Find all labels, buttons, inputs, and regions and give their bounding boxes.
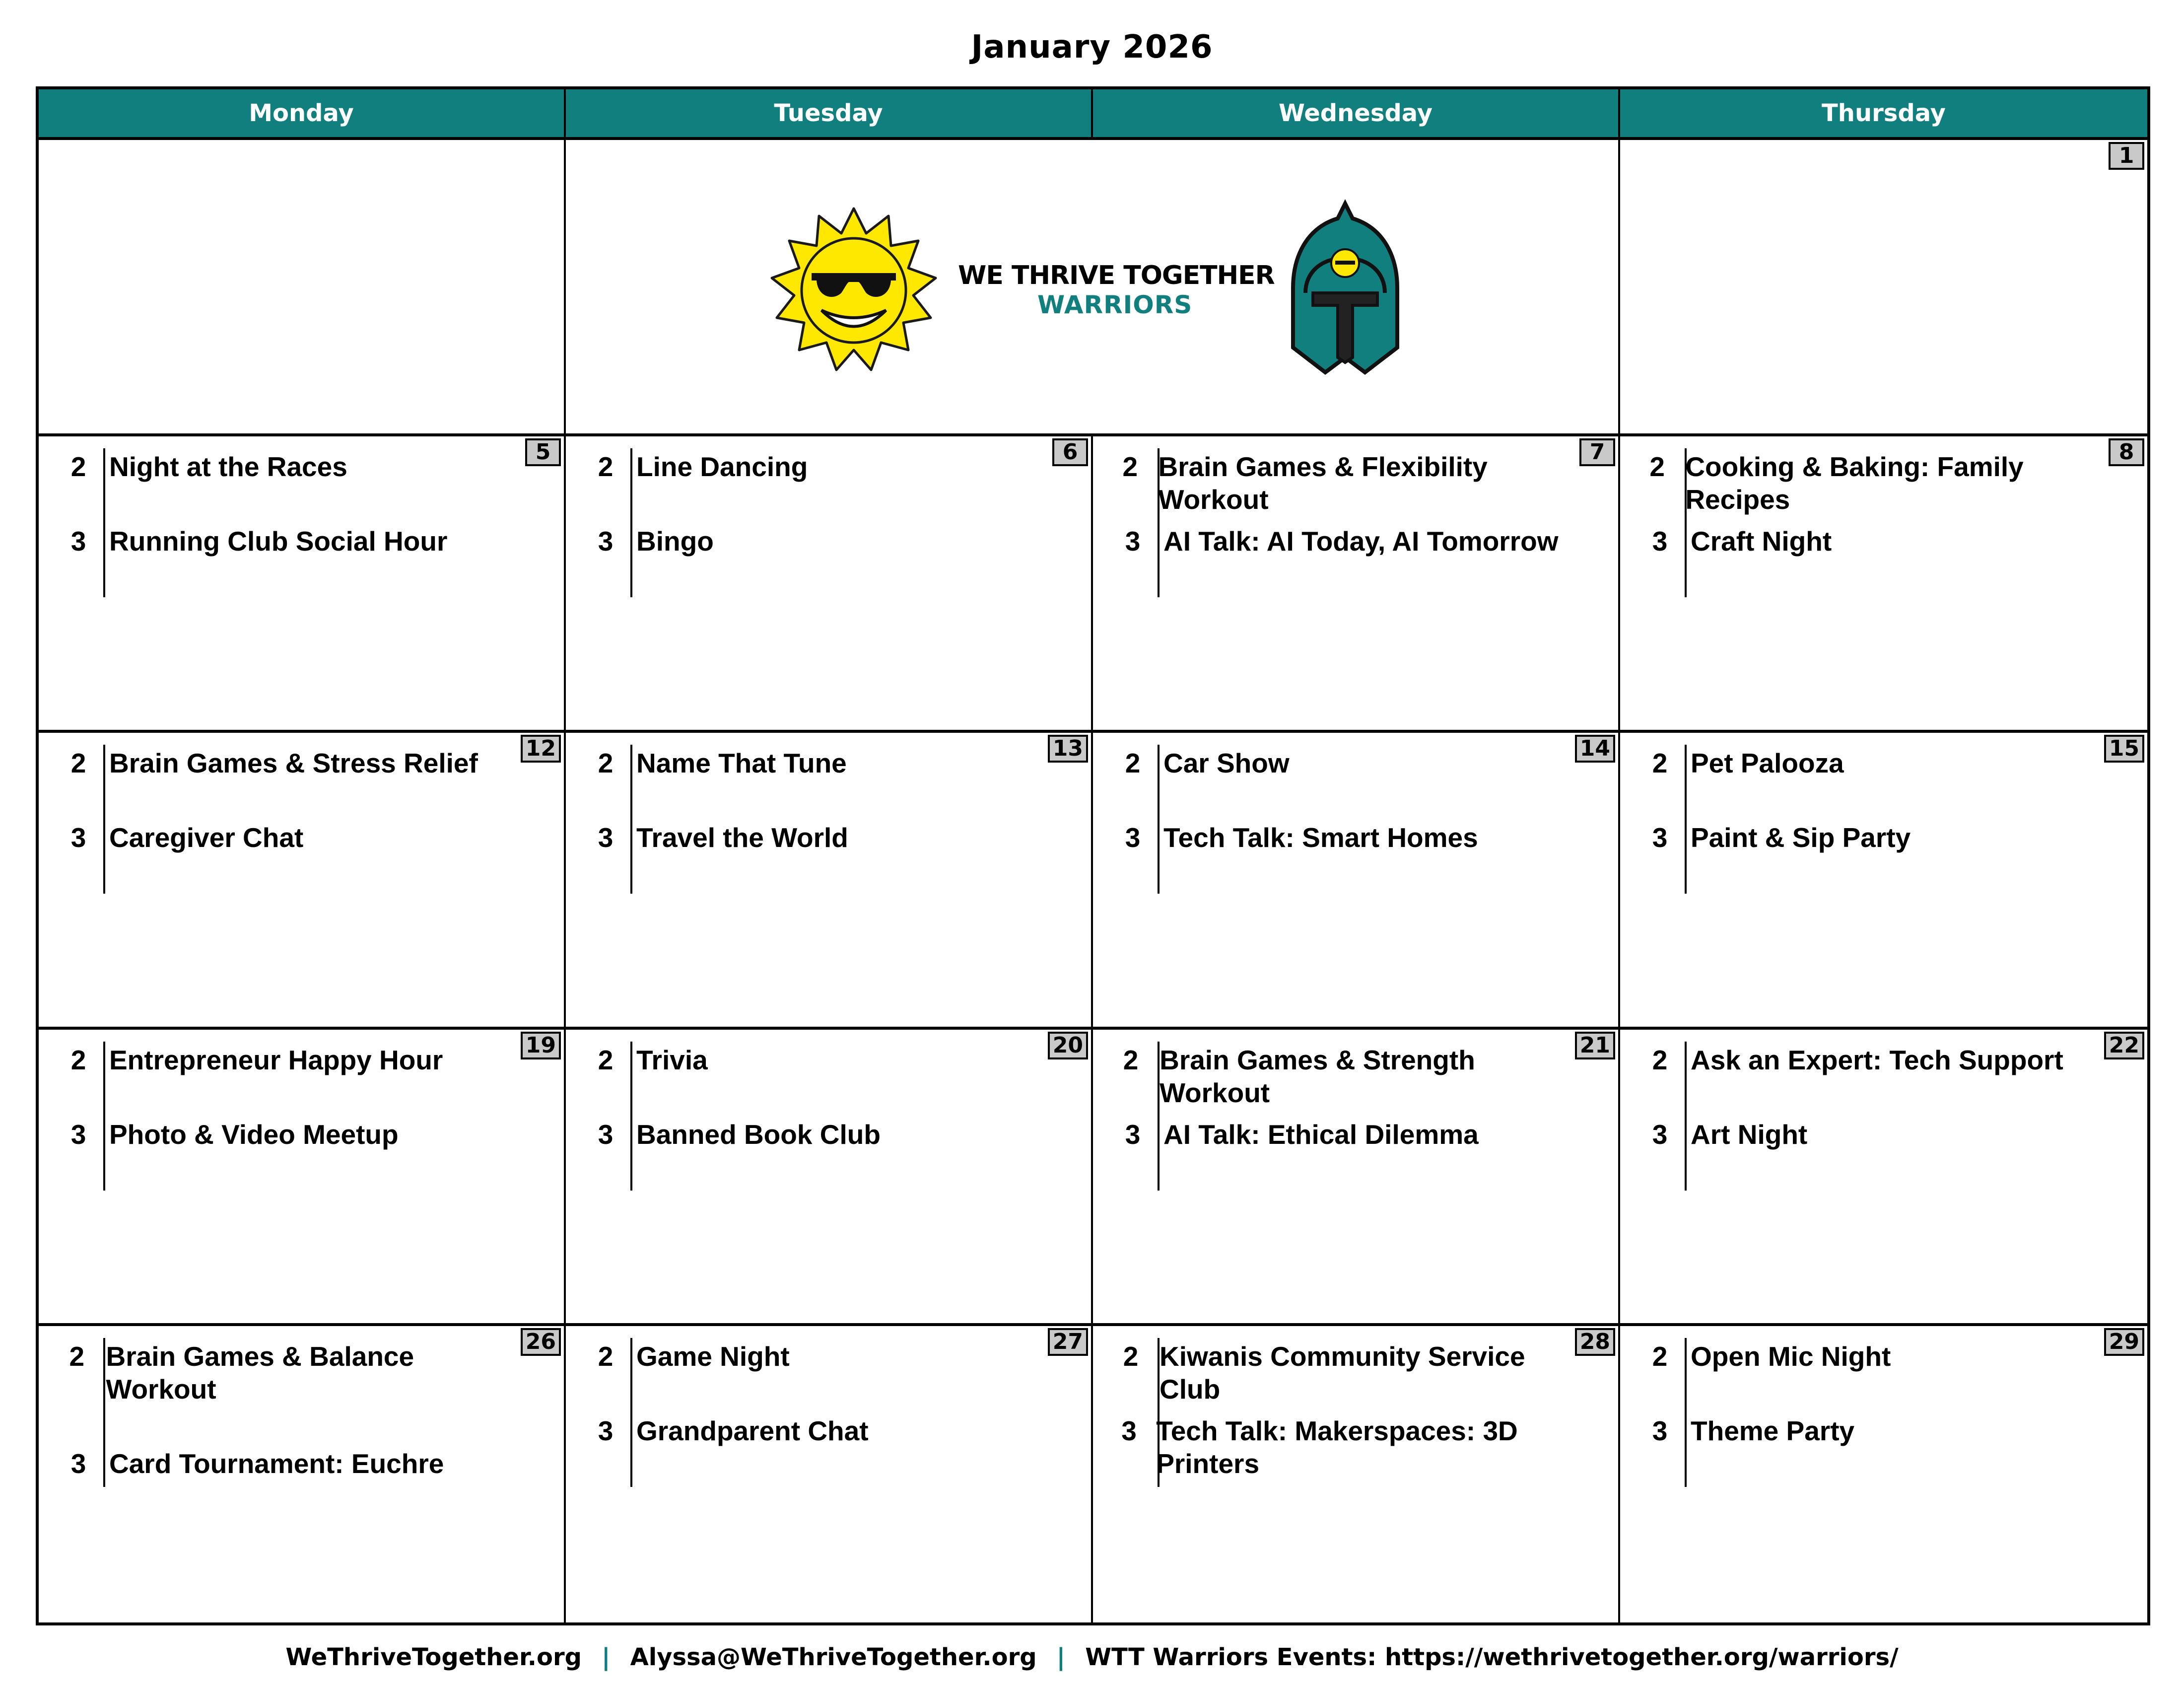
event-list <box>1108 747 1559 854</box>
event-hour: 2 <box>1123 1340 1139 1372</box>
event-hour: 3 <box>1125 526 1141 557</box>
event-name: Craft Night <box>1691 526 1832 557</box>
event-hour: 2 <box>1649 451 1665 483</box>
event-item <box>54 747 504 779</box>
brand-logo <box>745 199 1459 377</box>
day-cell-empty <box>39 140 566 436</box>
event-name: Game Night <box>636 1340 790 1372</box>
event-hour: 3 <box>1125 1119 1141 1150</box>
day-cell <box>1620 1326 2147 1622</box>
event-item <box>1635 1340 2088 1373</box>
day-number: 26 <box>521 1328 561 1356</box>
event-name: Brain Games & Strength Workout <box>1160 1044 1475 1108</box>
event-item <box>1108 450 1559 516</box>
event-name: Banned Book Club <box>636 1119 881 1150</box>
event-item <box>1108 747 1559 779</box>
event-list <box>1108 450 1559 558</box>
event-hour: 3 <box>598 526 614 557</box>
footer-separator: | <box>602 1643 611 1671</box>
event-hour: 3 <box>1121 1415 1137 1446</box>
event-item <box>1635 747 2088 779</box>
event-list <box>54 450 504 558</box>
event-hour: 3 <box>598 822 614 853</box>
day-cell <box>566 733 1093 1029</box>
event-item <box>581 821 1031 854</box>
event-item <box>581 747 1031 779</box>
day-number: 29 <box>2104 1328 2144 1356</box>
event-hour: 3 <box>598 1119 614 1150</box>
event-name: Tech Talk: Makerspaces: 3D Printers <box>1156 1415 1518 1479</box>
event-list <box>1635 747 2088 854</box>
event-item <box>1108 525 1559 558</box>
event-list <box>581 1044 1031 1151</box>
event-item <box>54 1340 504 1406</box>
weekday-wednesday: Wednesday <box>1093 89 1620 137</box>
event-item <box>54 450 504 483</box>
day-number: 8 <box>2109 438 2144 466</box>
event-list <box>54 1340 504 1480</box>
day-cell <box>566 1030 1093 1326</box>
event-item <box>54 525 504 558</box>
event-name: Art Night <box>1691 1119 1808 1150</box>
event-item <box>1635 1414 2088 1447</box>
event-hour: 2 <box>1652 1340 1668 1372</box>
event-item <box>1635 821 2088 854</box>
day-number: 12 <box>521 735 561 763</box>
event-list <box>1108 1340 1559 1480</box>
event-name: Trivia <box>636 1044 708 1075</box>
event-list <box>54 747 504 854</box>
event-name: Brain Games & Flexibility Workout <box>1158 451 1488 515</box>
event-item <box>581 450 1031 483</box>
event-hour: 2 <box>598 1044 614 1075</box>
event-name: Entrepreneur Happy Hour <box>109 1044 443 1075</box>
event-item <box>581 1044 1031 1076</box>
day-number: 7 <box>1579 438 1615 466</box>
day-number: 1 <box>2109 142 2144 170</box>
event-hour: 3 <box>598 1415 614 1446</box>
event-item <box>54 1447 504 1480</box>
event-name: Open Mic Night <box>1691 1340 1891 1372</box>
day-cell <box>39 436 566 733</box>
weekday-header-row <box>39 89 2147 140</box>
event-hour: 2 <box>598 451 614 483</box>
event-name: Brain Games & Balance Workout <box>106 1340 414 1405</box>
day-cell <box>566 1326 1093 1622</box>
event-item <box>581 1340 1031 1373</box>
event-list <box>581 450 1031 558</box>
event-item <box>1108 821 1559 854</box>
event-hour: 2 <box>1123 1044 1139 1075</box>
day-cell <box>1093 436 1620 733</box>
day-number: 15 <box>2104 735 2144 763</box>
event-hour: 2 <box>1122 451 1138 483</box>
day-number: 14 <box>1575 735 1615 763</box>
event-hour: 3 <box>70 822 86 853</box>
event-name: Travel the World <box>636 822 848 853</box>
event-hour: 2 <box>70 1044 86 1075</box>
calendar-title: January 2026 <box>971 29 1213 66</box>
event-hour: 3 <box>1125 822 1141 853</box>
event-item <box>1108 1340 1559 1406</box>
brand-name: WE THRIVE TOGETHER <box>958 261 1275 290</box>
day-number: 20 <box>1048 1032 1088 1059</box>
footer-email-link[interactable]: Alyssa@WeThriveTogether.org <box>630 1643 1037 1671</box>
event-name: Card Tournament: Euchre <box>109 1448 444 1479</box>
event-name: Tech Talk: Smart Homes <box>1163 822 1478 853</box>
event-item <box>54 1044 504 1076</box>
event-item <box>1108 1414 1559 1480</box>
event-name: Photo & Video Meetup <box>109 1119 399 1150</box>
day-number: 19 <box>521 1032 561 1059</box>
day-cell <box>1093 1326 1620 1622</box>
event-list <box>581 747 1031 854</box>
event-item <box>1108 1044 1559 1109</box>
sun-mascot-icon <box>764 199 943 377</box>
weekday-thursday: Thursday <box>1822 99 1946 127</box>
day-number: 22 <box>2104 1032 2144 1059</box>
event-name: Theme Party <box>1691 1415 1855 1446</box>
event-name: Line Dancing <box>636 451 808 483</box>
event-hour: 3 <box>1652 822 1668 853</box>
event-item <box>581 525 1031 558</box>
event-item <box>1635 450 2088 516</box>
warrior-helmet-icon <box>1286 199 1405 377</box>
event-name: Name That Tune <box>636 748 847 779</box>
day-number: 28 <box>1575 1328 1615 1356</box>
event-hour: 2 <box>70 748 86 779</box>
event-hour: 2 <box>70 451 86 483</box>
event-name: Caregiver Chat <box>109 822 304 853</box>
day-cell <box>39 733 566 1029</box>
day-cell <box>1620 733 2147 1029</box>
weekday-monday: Monday <box>39 89 566 137</box>
event-name: Cooking & Baking: Family Recipes <box>1685 451 2024 515</box>
event-hour: 2 <box>598 748 614 779</box>
event-list <box>581 1340 1031 1447</box>
day-cell <box>1093 1030 1620 1326</box>
day-number: 13 <box>1048 735 1088 763</box>
event-name: Brain Games & Stress Relief <box>109 748 478 779</box>
event-hour: 2 <box>598 1340 614 1372</box>
event-name: Pet Palooza <box>1691 748 1844 779</box>
weekday-tuesday: Tuesday <box>566 89 1093 137</box>
event-list <box>54 1044 504 1151</box>
event-name: Ask an Expert: Tech Support <box>1691 1044 2063 1075</box>
event-hour: 3 <box>1652 1415 1668 1446</box>
event-name: Running Club Social Hour <box>109 526 448 557</box>
day-number: 5 <box>525 438 561 466</box>
event-item <box>1108 1118 1559 1151</box>
footer-events-link[interactable]: WTT Warriors Events: https://wethrivetogether.org/warriors/ <box>1085 1643 1899 1671</box>
event-list <box>1635 1044 2088 1151</box>
event-hour: 3 <box>70 1119 86 1150</box>
day-cell <box>1093 733 1620 1029</box>
event-name: Bingo <box>636 526 714 557</box>
event-hour: 3 <box>1652 526 1668 557</box>
event-hour: 2 <box>1652 1044 1668 1075</box>
event-hour: 2 <box>1125 748 1141 779</box>
day-cell <box>1620 1030 2147 1326</box>
day-cell <box>39 1326 566 1622</box>
footer-site-link[interactable]: WeThriveTogether.org <box>285 1643 582 1671</box>
event-name: Night at the Races <box>109 451 347 483</box>
event-item <box>1635 1118 2088 1151</box>
event-list <box>1108 1044 1559 1151</box>
day-number: 27 <box>1048 1328 1088 1356</box>
event-item <box>581 1118 1031 1151</box>
event-hour: 3 <box>70 526 86 557</box>
event-hour: 3 <box>1652 1119 1668 1150</box>
event-name: Grandparent Chat <box>636 1415 869 1446</box>
event-list <box>1635 1340 2088 1447</box>
event-name: AI Talk: Ethical Dilemma <box>1163 1119 1479 1150</box>
day-cell <box>1620 436 2147 733</box>
day-number: 6 <box>1052 438 1088 466</box>
day-cell <box>1620 140 2147 436</box>
day-cell <box>39 1030 566 1326</box>
day-number: 21 <box>1575 1032 1615 1059</box>
event-name: AI Talk: AI Today, AI Tomorrow <box>1163 526 1559 557</box>
event-item <box>54 1118 504 1151</box>
footer-separator: | <box>1056 1643 1066 1671</box>
footer <box>0 1643 2184 1671</box>
event-item <box>1635 1044 2088 1076</box>
event-hour: 2 <box>69 1340 85 1372</box>
event-name: Car Show <box>1163 748 1290 779</box>
event-item <box>54 821 504 854</box>
day-cell <box>566 436 1093 733</box>
event-item <box>1635 525 2088 558</box>
event-name: Kiwanis Community Service Club <box>1159 1340 1525 1405</box>
event-name: Paint & Sip Party <box>1691 822 1911 853</box>
event-hour: 3 <box>70 1448 86 1479</box>
event-item <box>581 1414 1031 1447</box>
event-list <box>1635 450 2088 558</box>
event-hour: 2 <box>1652 748 1668 779</box>
brand-subtitle: WARRIORS <box>1037 290 1193 319</box>
